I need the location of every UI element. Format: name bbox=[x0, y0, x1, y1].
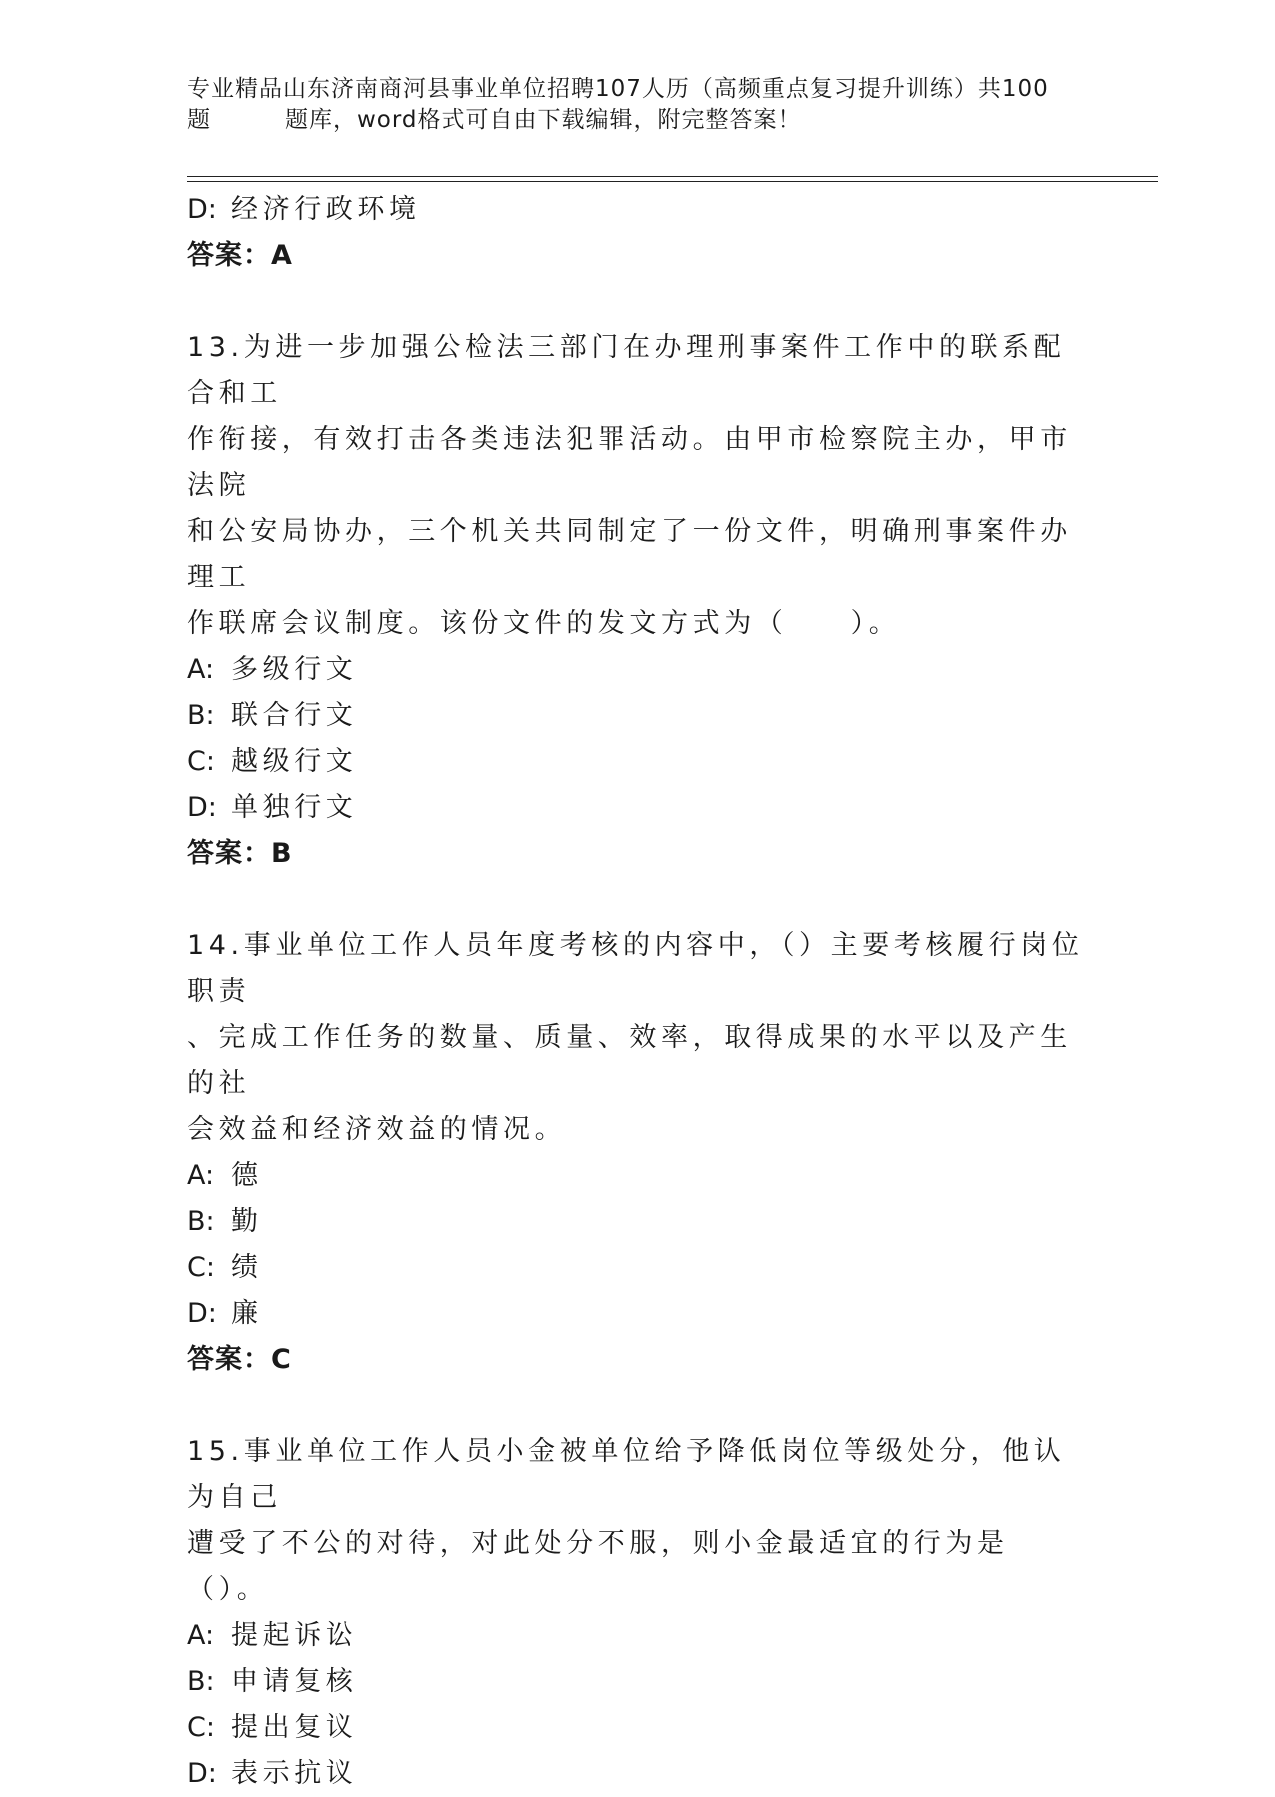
option-c bbox=[187, 739, 1087, 785]
option-text: 德 bbox=[231, 1160, 263, 1191]
option-c bbox=[187, 1705, 1087, 1751]
option-a bbox=[187, 647, 1087, 693]
option-c bbox=[187, 1245, 1087, 1291]
option-label: C: bbox=[187, 746, 215, 777]
header-line-2 bbox=[187, 105, 1087, 136]
question-15 bbox=[187, 1429, 1087, 1797]
option-text: 申请复核 bbox=[231, 1666, 358, 1697]
question-14 bbox=[187, 923, 1087, 1383]
question-stem-line: 14.事业单位工作人员年度考核的内容中，（）主要考核履行岗位职责 bbox=[187, 930, 1084, 1007]
option-label: D: bbox=[187, 1298, 217, 1329]
page-header bbox=[187, 74, 1087, 136]
question-stem-line: 和公安局协办，三个机关共同制定了一份文件，明确刑事案件办理工 bbox=[187, 516, 1072, 593]
option-a bbox=[187, 1153, 1087, 1199]
option-label: C: bbox=[187, 1712, 215, 1743]
document-body bbox=[187, 187, 1087, 1797]
question-stem-line: 13.为进一步加强公检法三部门在办理刑事案件工作中的联系配合和工 bbox=[187, 332, 1066, 409]
option-label: B: bbox=[187, 1666, 215, 1697]
prev-answer: 答案：A bbox=[187, 240, 293, 271]
option-text: 经济行政环境 bbox=[231, 194, 421, 225]
header-line-1: 专业精品山东济南商河县事业单位招聘107人历（高频重点复习提升训练）共100 bbox=[187, 76, 1049, 102]
option-a bbox=[187, 1613, 1087, 1659]
option-label: D: bbox=[187, 792, 217, 823]
header-divider-top bbox=[187, 176, 1158, 177]
option-label: B: bbox=[187, 1206, 215, 1237]
question-stem-line: 作衔接，有效打击各类违法犯罪活动。由甲市检察院主办，甲市法院 bbox=[187, 424, 1072, 501]
option-d bbox=[187, 1291, 1087, 1337]
option-text: 绩 bbox=[231, 1252, 263, 1283]
option-label: D: bbox=[187, 1758, 217, 1789]
prev-option-d bbox=[187, 187, 1087, 233]
option-text: 联合行文 bbox=[231, 700, 358, 731]
header-line-2-start: 题 bbox=[187, 107, 211, 133]
question-stem-line: 、完成工作任务的数量、质量、效率，取得成果的水平以及产生的社 bbox=[187, 1022, 1072, 1099]
option-label: B: bbox=[187, 700, 215, 731]
option-label: A: bbox=[187, 654, 215, 685]
option-text: 越级行文 bbox=[231, 746, 358, 777]
question-stem-line: 遭受了不公的对待，对此处分不服，则小金最适宜的行为是（）。 bbox=[187, 1528, 1009, 1605]
option-b bbox=[187, 1199, 1087, 1245]
option-text: 提出复议 bbox=[231, 1712, 358, 1743]
header-divider-bottom bbox=[187, 181, 1158, 182]
header-line-2-end: 题库，word格式可自由下载编辑，附完整答案！ bbox=[285, 107, 802, 133]
option-text: 表示抗议 bbox=[231, 1758, 358, 1789]
answer: 答案：C bbox=[187, 1344, 292, 1375]
option-label: D: bbox=[187, 194, 217, 225]
answer: 答案：B bbox=[187, 838, 293, 869]
option-label: A: bbox=[187, 1620, 215, 1651]
option-text: 单独行文 bbox=[231, 792, 358, 823]
option-label: A: bbox=[187, 1160, 215, 1191]
option-b bbox=[187, 1659, 1087, 1705]
question-stem-line: 会效益和经济效益的情况。 bbox=[187, 1114, 567, 1145]
option-b bbox=[187, 693, 1087, 739]
option-text: 勤 bbox=[231, 1206, 263, 1237]
question-stem-line: 作联席会议制度。该份文件的发文方式为（ ）。 bbox=[187, 608, 901, 639]
option-d bbox=[187, 785, 1087, 831]
question-13 bbox=[187, 325, 1087, 877]
option-text: 提起诉讼 bbox=[231, 1620, 358, 1651]
option-text: 多级行文 bbox=[231, 654, 358, 685]
question-stem-line: 15.事业单位工作人员小金被单位给予降低岗位等级处分，他认为自己 bbox=[187, 1436, 1066, 1513]
option-label: C: bbox=[187, 1252, 215, 1283]
option-d bbox=[187, 1751, 1087, 1797]
option-text: 廉 bbox=[231, 1298, 263, 1329]
